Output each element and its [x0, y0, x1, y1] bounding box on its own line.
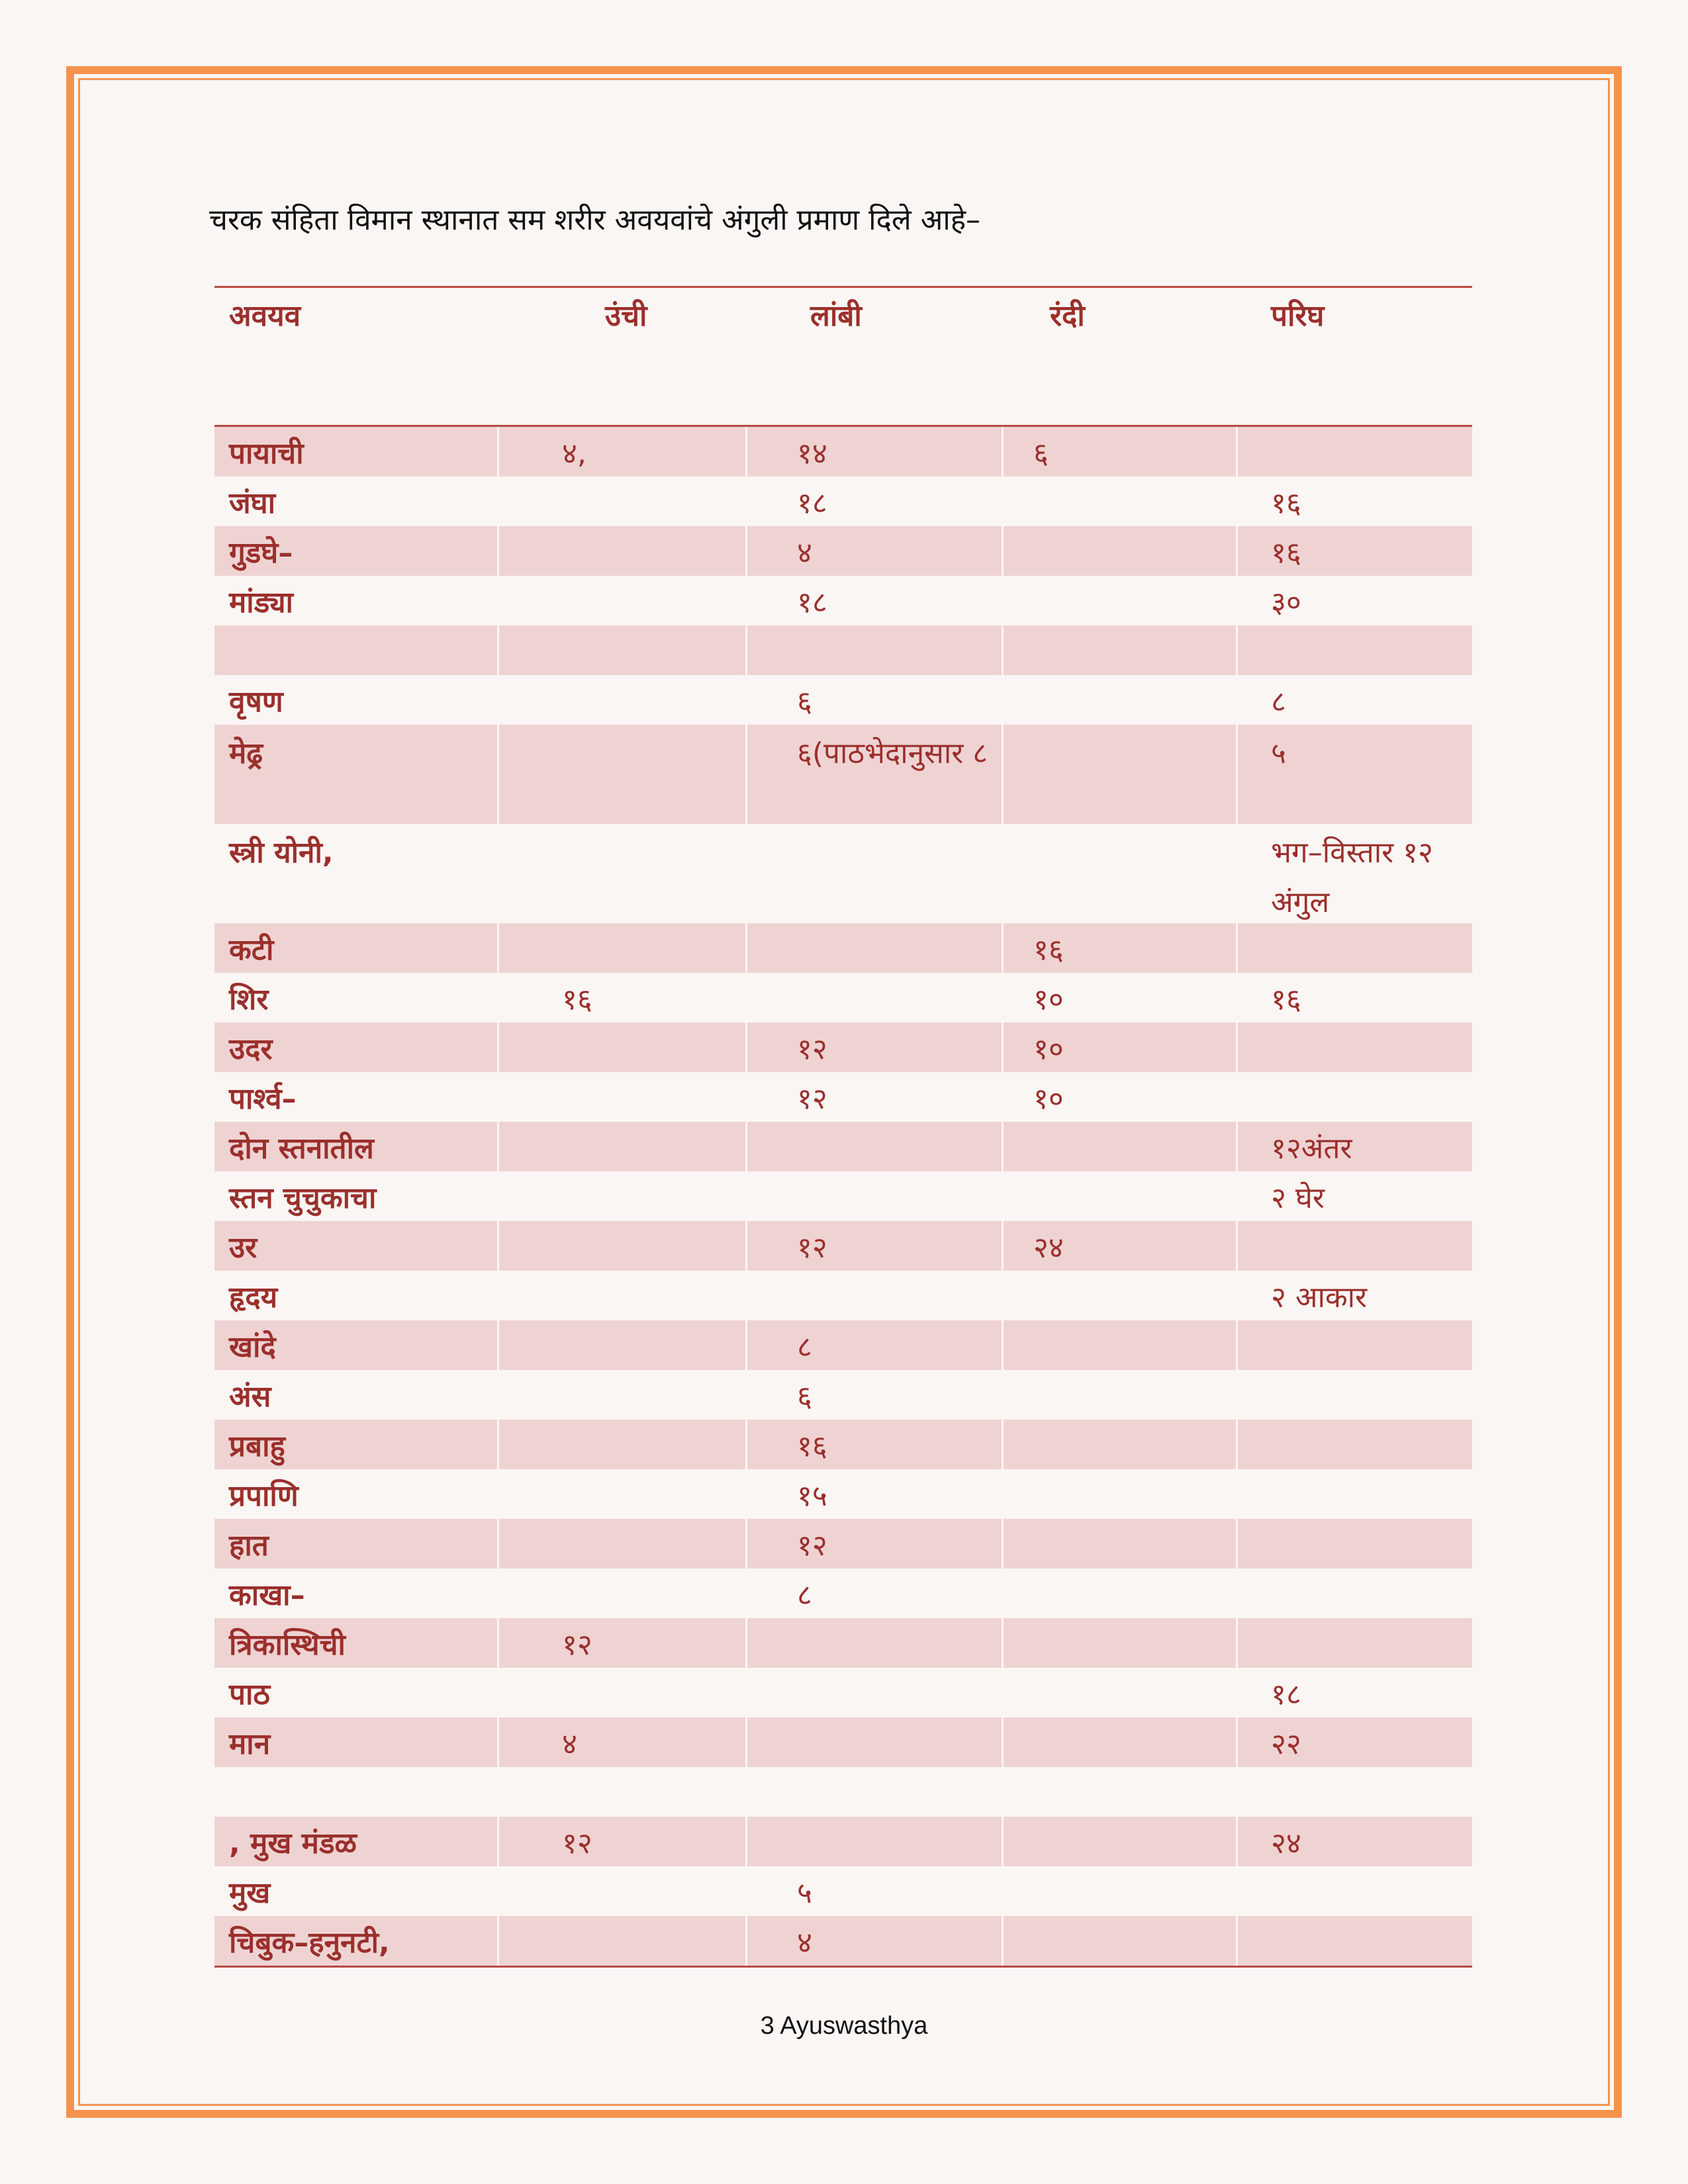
- cell-width: [1004, 1469, 1238, 1519]
- header-length: लांबी: [810, 299, 862, 333]
- cell-length: ४: [747, 526, 1004, 576]
- cell-height: [499, 1420, 747, 1469]
- cell-organ: त्रिकास्थिची: [214, 1618, 499, 1668]
- cell-organ: चिबुक–हनुनटी,: [214, 1916, 499, 1966]
- cell-organ: उर: [214, 1221, 499, 1271]
- table-row: [214, 1569, 1472, 1618]
- cell-circumference: [1238, 1916, 1472, 1966]
- cell-organ: प्रबाहु: [214, 1420, 499, 1469]
- cell-length: १५: [797, 1479, 827, 1513]
- table-row: [214, 1668, 1472, 1717]
- cell-width: [1004, 1916, 1238, 1966]
- cell-length: [747, 1171, 1004, 1221]
- table-row: [214, 526, 1472, 576]
- cell-width: [1004, 1171, 1238, 1221]
- cell-width: [1004, 725, 1238, 824]
- cell-circumference: ३०: [1271, 585, 1301, 619]
- cell-height: [499, 576, 747, 625]
- cell-length: [747, 1271, 1004, 1320]
- cell-organ: मुख: [229, 1876, 271, 1910]
- measurement-table: [214, 286, 1472, 1968]
- cell-height: [499, 1072, 747, 1122]
- cell-height: [499, 1469, 747, 1519]
- cell-organ: उदर: [214, 1023, 499, 1072]
- cell-organ: हृदय: [229, 1280, 278, 1314]
- cell-circumference: [1238, 1370, 1472, 1420]
- cell-width: १०: [1033, 982, 1064, 1017]
- cell-organ: [214, 1767, 499, 1817]
- cell-circumference: २२: [1271, 1727, 1301, 1761]
- table-row: [214, 675, 1472, 725]
- cell-length: [747, 824, 1004, 923]
- cell-circumference: २ आकार: [1271, 1280, 1368, 1314]
- cell-organ: वृषण: [229, 684, 283, 719]
- table-row: [214, 1023, 1472, 1072]
- cell-circumference: भग–विस्तार १२ अंगुल: [1271, 836, 1433, 919]
- cell-height: १२: [499, 1618, 747, 1668]
- table-row: [214, 477, 1472, 526]
- cell-length: १२: [797, 1081, 827, 1116]
- cell-length: १२: [747, 1519, 1004, 1569]
- table-row: [214, 973, 1472, 1023]
- cell-height: ४,: [499, 427, 747, 477]
- cell-organ: गुडघे–: [214, 526, 499, 576]
- cell-width: १०: [1004, 1023, 1238, 1072]
- cell-circumference: [1238, 1221, 1472, 1271]
- cell-circumference: [1238, 1320, 1472, 1370]
- cell-height: [499, 1569, 747, 1618]
- cell-height: [499, 1320, 747, 1370]
- cell-organ: दोन स्तनातील: [214, 1122, 499, 1171]
- cell-height: [499, 1866, 747, 1916]
- table-row: [214, 1916, 1472, 1966]
- cell-length: १४: [747, 427, 1004, 477]
- cell-height: [499, 1171, 747, 1221]
- cell-organ: पाठ: [229, 1677, 270, 1711]
- cell-circumference: ५: [1271, 737, 1286, 770]
- cell-width: १०: [1033, 1081, 1064, 1116]
- cell-organ: मान: [214, 1717, 499, 1767]
- table-row: [214, 1866, 1472, 1916]
- cell-length: ५: [797, 1876, 812, 1910]
- table-row: [214, 1370, 1472, 1420]
- cell-circumference: [1238, 427, 1472, 477]
- cell-length: १२: [747, 1023, 1004, 1072]
- cell-length: १८: [797, 585, 827, 619]
- cell-circumference: १६: [1271, 486, 1301, 520]
- cell-organ: काखा–: [229, 1578, 305, 1612]
- intro-text: चरक संहिता विमान स्थानात सम शरीर अवयवांचे अंगुली प्रमाण दिले आहे–: [209, 203, 981, 237]
- cell-organ: मेढ्र: [214, 725, 499, 824]
- table-row: [214, 1320, 1472, 1370]
- cell-height: [499, 625, 747, 675]
- cell-height: [499, 923, 747, 973]
- cell-width: [1004, 824, 1238, 923]
- cell-width: [1004, 1370, 1238, 1420]
- cell-width: [1004, 1122, 1238, 1171]
- cell-organ: हात: [214, 1519, 499, 1569]
- cell-organ: [214, 625, 499, 675]
- cell-height: [499, 1668, 747, 1717]
- cell-circumference: [1238, 923, 1472, 973]
- table-header: [214, 288, 1472, 427]
- cell-width: [1004, 1767, 1238, 1817]
- cell-width: [1004, 576, 1238, 625]
- cell-length: १६: [747, 1420, 1004, 1469]
- table-row: [214, 1767, 1472, 1817]
- cell-organ: अंस: [229, 1379, 271, 1414]
- cell-width: [1004, 1618, 1238, 1668]
- cell-width: १६: [1004, 923, 1238, 973]
- cell-width: [1004, 1420, 1238, 1469]
- cell-circumference: १८: [1271, 1677, 1301, 1711]
- cell-height: [499, 1767, 747, 1817]
- cell-height: १६: [562, 982, 592, 1017]
- table-row: [214, 923, 1472, 973]
- cell-organ: कटी: [214, 923, 499, 973]
- cell-width: २४: [1004, 1221, 1238, 1271]
- cell-length: ४: [747, 1916, 1004, 1966]
- cell-circumference: [1238, 1420, 1472, 1469]
- cell-circumference: १६: [1271, 535, 1301, 570]
- cell-width: [1004, 526, 1238, 576]
- cell-organ: , मुख मंडळ: [214, 1817, 499, 1866]
- table-row: [214, 1519, 1472, 1569]
- table-row: [214, 427, 1472, 477]
- cell-circumference: [1238, 625, 1472, 675]
- cell-length: [747, 1618, 1004, 1668]
- table-row: [214, 1618, 1472, 1668]
- cell-circumference: [1238, 1023, 1472, 1072]
- cell-length: [747, 1817, 1004, 1866]
- cell-circumference: [1238, 1618, 1472, 1668]
- cell-organ: जंघा: [229, 486, 276, 520]
- cell-width: [1004, 675, 1238, 725]
- cell-organ: स्तन चुचुकाचा: [229, 1181, 377, 1215]
- cell-length: १८: [797, 486, 827, 520]
- cell-circumference: [1238, 1469, 1472, 1519]
- cell-length: [747, 1668, 1004, 1717]
- cell-height: [499, 526, 747, 576]
- cell-length: ८: [797, 1578, 812, 1612]
- table-row: [214, 1171, 1472, 1221]
- page-footer: 3 Ayuswasthya: [760, 2012, 928, 2040]
- table-row: [214, 824, 1472, 923]
- table-body: [214, 427, 1472, 1966]
- cell-circumference: [1238, 1072, 1472, 1122]
- cell-organ: मांड्या: [229, 585, 293, 619]
- cell-height: [499, 477, 747, 526]
- cell-circumference: [1238, 1767, 1472, 1817]
- cell-height: [499, 1519, 747, 1569]
- cell-organ: शिर: [229, 982, 269, 1017]
- cell-organ: प्रपाणि: [229, 1479, 299, 1513]
- cell-height: [499, 1271, 747, 1320]
- cell-length: [747, 923, 1004, 973]
- cell-circumference: २४: [1271, 1826, 1301, 1860]
- table-row: [214, 625, 1472, 675]
- cell-width: ६: [1004, 427, 1238, 477]
- table-row: [214, 576, 1472, 625]
- table-row: [214, 1717, 1472, 1767]
- table-row: [214, 1817, 1472, 1866]
- cell-width: [1004, 1569, 1238, 1618]
- cell-height: [499, 1221, 747, 1271]
- cell-organ: पार्श्व–: [229, 1081, 297, 1116]
- cell-organ: स्त्री योनी,: [229, 836, 334, 870]
- table-row: [214, 1122, 1472, 1171]
- cell-height: [499, 1122, 747, 1171]
- cell-length: ८: [747, 1320, 1004, 1370]
- cell-height: [499, 1916, 747, 1966]
- cell-height: [499, 675, 747, 725]
- cell-width: [1004, 1668, 1238, 1717]
- header-height: उंची: [605, 299, 647, 333]
- table-row: [214, 1221, 1472, 1271]
- cell-organ: पायाची: [214, 427, 499, 477]
- cell-circumference: १२अंतर: [1271, 1131, 1352, 1165]
- table-row: [214, 1271, 1472, 1320]
- table-row: [214, 725, 1472, 824]
- cell-length: [747, 1717, 1004, 1767]
- cell-circumference: २ घेर: [1271, 1181, 1325, 1215]
- header-organ: अवयव: [229, 299, 301, 333]
- cell-height: [499, 725, 747, 824]
- cell-height: [499, 1023, 747, 1072]
- cell-height: १२: [499, 1817, 747, 1866]
- cell-width: [1004, 477, 1238, 526]
- cell-width: [1004, 1519, 1238, 1569]
- header-circumference: परिघ: [1271, 299, 1325, 333]
- cell-circumference: [1238, 1569, 1472, 1618]
- cell-circumference: [1238, 1866, 1472, 1916]
- cell-length: ६: [797, 1379, 812, 1414]
- cell-width: [1004, 1717, 1238, 1767]
- cell-length: [747, 1122, 1004, 1171]
- table-row: [214, 1072, 1472, 1122]
- cell-length: ६(पाठभेदानुसार ८: [747, 725, 1004, 824]
- cell-circumference: ८: [1271, 684, 1286, 719]
- cell-length: [747, 1767, 1004, 1817]
- header-width: रंदी: [1050, 299, 1085, 333]
- cell-organ: खांदे: [214, 1320, 499, 1370]
- cell-width: [1004, 1866, 1238, 1916]
- cell-width: [1004, 625, 1238, 675]
- cell-length: [747, 973, 1004, 1023]
- cell-width: [1004, 1271, 1238, 1320]
- cell-height: [499, 1370, 747, 1420]
- cell-height: ४: [499, 1717, 747, 1767]
- cell-circumference: [1238, 1519, 1472, 1569]
- cell-height: [499, 824, 747, 923]
- cell-width: [1004, 1320, 1238, 1370]
- cell-length: ६: [797, 684, 812, 719]
- table-row: [214, 1469, 1472, 1519]
- cell-width: [1004, 1817, 1238, 1866]
- cell-length: [747, 625, 1004, 675]
- cell-length: १२: [747, 1221, 1004, 1271]
- cell-circumference: १६: [1271, 982, 1301, 1017]
- table-row: [214, 1420, 1472, 1469]
